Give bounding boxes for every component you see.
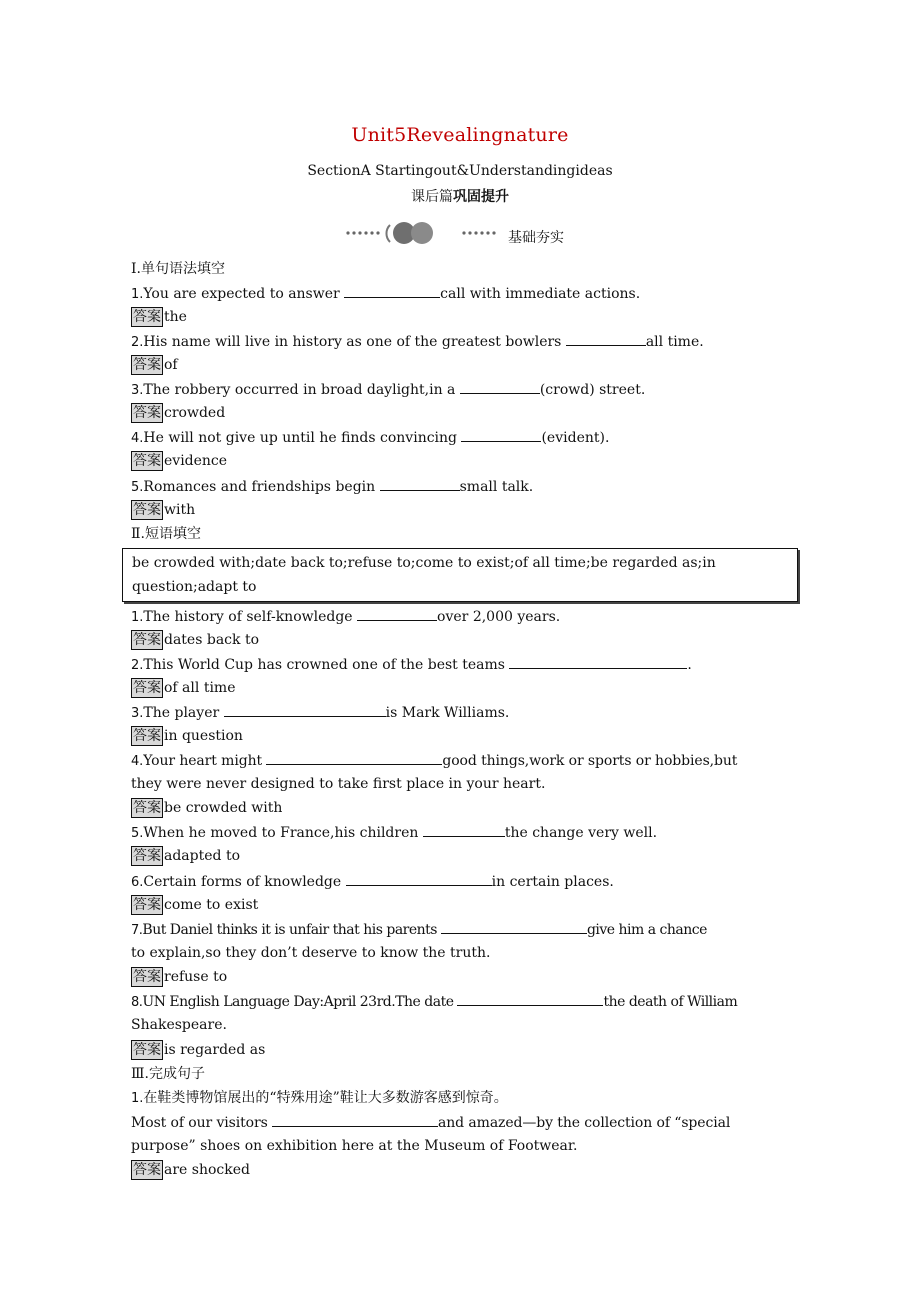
answer-tag[interactable]: 答案	[133, 632, 161, 648]
p2-a6: 答案 come to exist	[133, 897, 259, 913]
p2-a5: 答案 adapted to	[133, 848, 240, 864]
p1-q5: 5.Romances and friendships begin small talk.	[131, 476, 533, 498]
answer-tag[interactable]: 答案	[133, 800, 161, 816]
answer-tag[interactable]: 答案	[133, 405, 161, 421]
p3-a1: 答案 are shocked	[133, 1162, 250, 1178]
section-title: SectionA Startingout&Understandingideas	[307, 163, 613, 179]
p2-a1: 答案 dates back to	[133, 632, 259, 648]
p1-q1: 1.You are expected to answer call with immediate actions.	[131, 283, 640, 305]
p2-a2: 答案 of all time	[133, 680, 236, 696]
answer-tag[interactable]: 答案	[133, 1042, 161, 1058]
p2-q4: 4.Your heart might good things,work or sports or hobbies,but	[131, 750, 737, 772]
unit-title: Unit5Revealingnature	[351, 124, 569, 146]
p2-q3: 3.The player is Mark Williams.	[131, 702, 509, 724]
p2-q8-cont: Shakespeare.	[131, 1017, 227, 1033]
answer-blank[interactable]	[509, 654, 687, 669]
answer-blank[interactable]	[457, 991, 603, 1006]
p1-q3: 3.The robbery occurred in broad daylight,in a (crowd) street.	[131, 379, 645, 401]
answer-tag[interactable]: 答案	[133, 309, 161, 325]
answer-blank[interactable]	[380, 476, 460, 491]
p2-q6: 6.Certain forms of knowledge in certain places.	[131, 871, 614, 893]
answer-tag[interactable]: 答案	[133, 728, 161, 744]
answer-tag[interactable]: 答案	[133, 897, 161, 913]
answer-blank[interactable]	[460, 379, 540, 394]
p2-q2: 2.This World Cup has crowned one of the best teams .	[131, 654, 692, 676]
p2-q7: 7.But Daniel thinks it is unfair that his parents give him a chance	[131, 919, 707, 941]
part2-heading: Ⅱ.短语填空	[131, 526, 201, 542]
p1-a1: 答案 the	[133, 309, 187, 325]
p2-q5: 5.When he moved to France,his children the change very well.	[131, 822, 657, 844]
answer-tag[interactable]: 答案	[133, 1162, 161, 1178]
p2-a7: 答案 refuse to	[133, 969, 228, 985]
p2-a8: 答案 is regarded as	[133, 1042, 266, 1058]
p1-a3: 答案 crowded	[133, 405, 226, 421]
answer-blank[interactable]	[224, 702, 386, 717]
answer-tag[interactable]: 答案	[133, 453, 161, 469]
phrase-box-line: be crowded with;date back to;refuse to;come to exist;of all time;be regarded as;in	[132, 555, 716, 571]
answer-blank[interactable]	[272, 1112, 438, 1127]
phrase-box	[122, 548, 798, 602]
p2-a4: 答案 be crowded with	[133, 800, 283, 816]
p2-a3: 答案 in question	[133, 728, 243, 744]
p2-q8: 8.UN English Language Day:April 23rd.The date the death of William	[131, 991, 737, 1013]
banner-decoration-icon	[346, 220, 506, 246]
answer-blank[interactable]	[266, 750, 442, 765]
subtitle	[0, 186, 920, 206]
answer-tag[interactable]: 答案	[133, 969, 161, 985]
answer-blank[interactable]	[344, 283, 440, 298]
answer-tag[interactable]: 答案	[133, 848, 161, 864]
p2-q1: 1.The history of self-knowledge over 2,000 years.	[131, 606, 560, 628]
answer-blank[interactable]	[461, 427, 541, 442]
answer-blank[interactable]	[441, 919, 587, 934]
p2-q4-cont: they were never designed to take first place in your heart.	[131, 776, 546, 792]
p1-q2: 2.His name will live in history as one of the greatest bowlers all time.	[131, 331, 704, 353]
p1-a2: 答案 of	[133, 357, 178, 373]
answer-blank[interactable]	[346, 871, 492, 886]
part3-heading: Ⅲ.完成句子	[131, 1066, 205, 1082]
answer-tag[interactable]: 答案	[133, 680, 161, 696]
answer-tag[interactable]: 答案	[133, 357, 161, 373]
p2-q7-cont: to explain,so they don’t deserve to know the truth.	[131, 945, 491, 961]
part1-heading: Ⅰ.单句语法填空	[131, 261, 225, 277]
answer-blank[interactable]	[566, 331, 646, 346]
subtitle-bold: 巩固提升	[453, 189, 509, 205]
p3-q1-cn: 1.在鞋类博物馆展出的“特殊用途”鞋让大多数游客感到惊奇。	[131, 1090, 508, 1106]
answer-blank[interactable]	[357, 606, 437, 621]
subtitle-plain: 课后篇	[411, 189, 453, 205]
answer-tag[interactable]: 答案	[133, 502, 161, 518]
p3-q1-cont: purpose” shoes on exhibition here at the Museum of Footwear.	[131, 1138, 578, 1154]
p1-a5: 答案 with	[133, 502, 196, 518]
section-banner	[346, 220, 586, 246]
p3-q1: Most of our visitors and amazed—by the collection of “special	[131, 1112, 730, 1133]
banner-label: 基础夯实	[508, 230, 564, 246]
p1-a4: 答案 evidence	[133, 453, 228, 469]
p1-q4: 4.He will not give up until he finds convincing (evident).	[131, 427, 609, 449]
answer-blank[interactable]	[423, 822, 505, 837]
phrase-box-line: question;adapt to	[132, 579, 257, 595]
